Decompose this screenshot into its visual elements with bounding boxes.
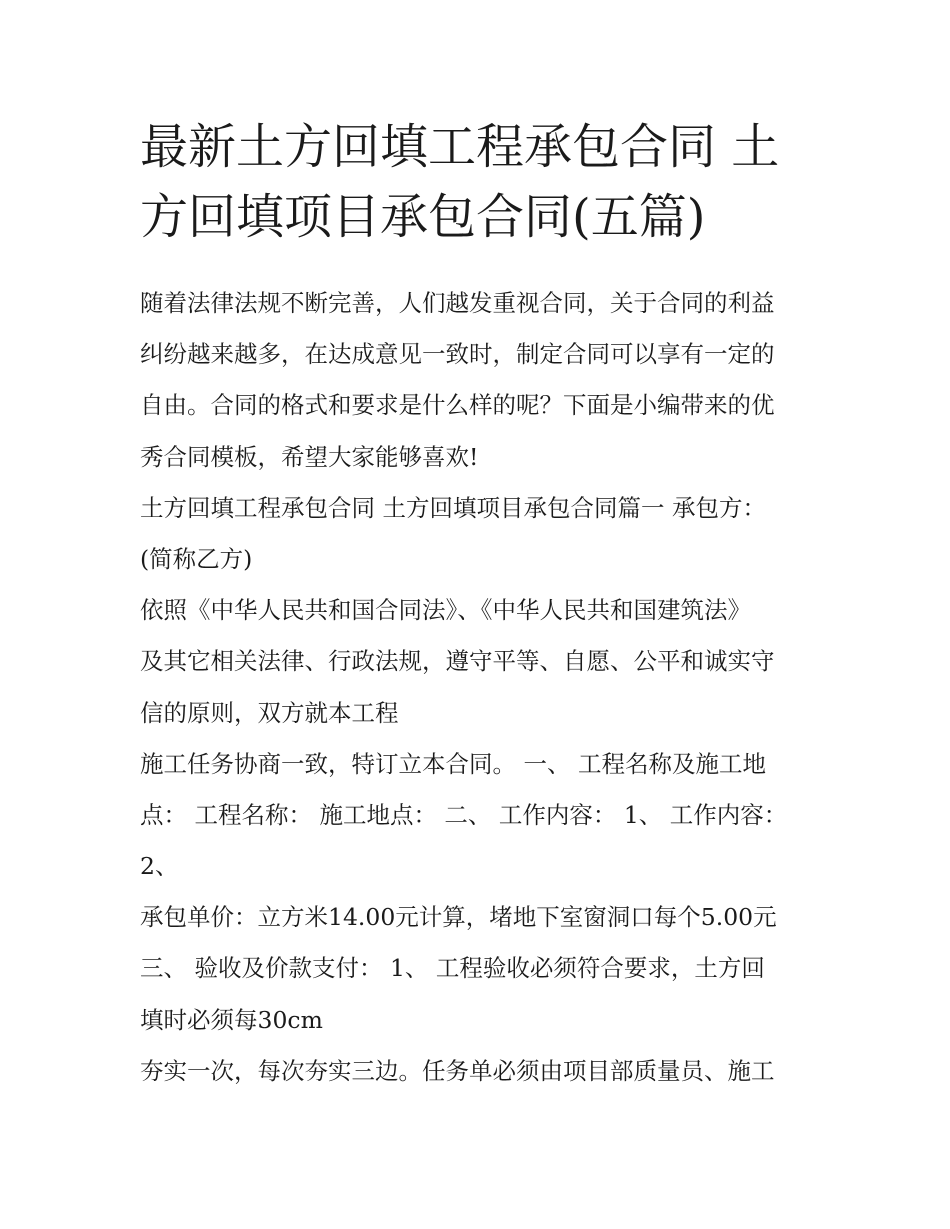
body-line: 及其它相关法律、行政法规，遵守平等、自愿、公平和诚实守 bbox=[140, 647, 775, 676]
body-line: 夯实一次，每次夯实三边。任务单必须由项目部质量员、施工 bbox=[140, 1056, 775, 1085]
body-line: 纠纷越来越多，在达成意见一致时，制定合同可以享有一定的 bbox=[140, 340, 775, 369]
body-line: 土方回填工程承包合同 土方回填项目承包合同篇一 承包方： bbox=[140, 493, 766, 522]
body-line: 填时必须每30cm bbox=[140, 1005, 323, 1034]
body-line: 秀合同模板，希望大家能够喜欢! bbox=[140, 442, 479, 471]
body-line: 信的原则，双方就本工程 bbox=[140, 698, 399, 727]
body-line: (简称乙方) bbox=[140, 544, 253, 573]
document-body bbox=[140, 278, 830, 1097]
body-line: 随着法律法规不断完善，人们越发重视合同，关于合同的利益 bbox=[140, 289, 775, 317]
body-line: 依照《中华人民共和国合同法》、《中华人民共和国建筑法》 bbox=[140, 596, 751, 625]
title-line-2: 方回填项目承包合同(五篇) bbox=[140, 189, 706, 245]
body-line: 施工任务协商一致，特订立本合同。 一、 工程名称及施工地 bbox=[140, 749, 766, 778]
body-line: 承包单价：立方米14.00元计算，堵地下室窗洞口每个5.00元 bbox=[140, 903, 777, 932]
body-line: 2、 bbox=[140, 852, 179, 881]
body-line: 点： 工程名称： 施工地点： 二、 工作内容： 1、 工作内容： bbox=[140, 800, 788, 829]
document-title bbox=[140, 112, 820, 252]
body-line: 三、 验收及价款支付： 1、 工程验收必须符合要求，土方回 bbox=[140, 954, 765, 983]
title-line-1: 最新土方回填工程承包合同 土 bbox=[140, 119, 780, 175]
body-line: 自由。合同的格式和要求是什么样的呢？下面是小编带来的优 bbox=[140, 391, 775, 420]
